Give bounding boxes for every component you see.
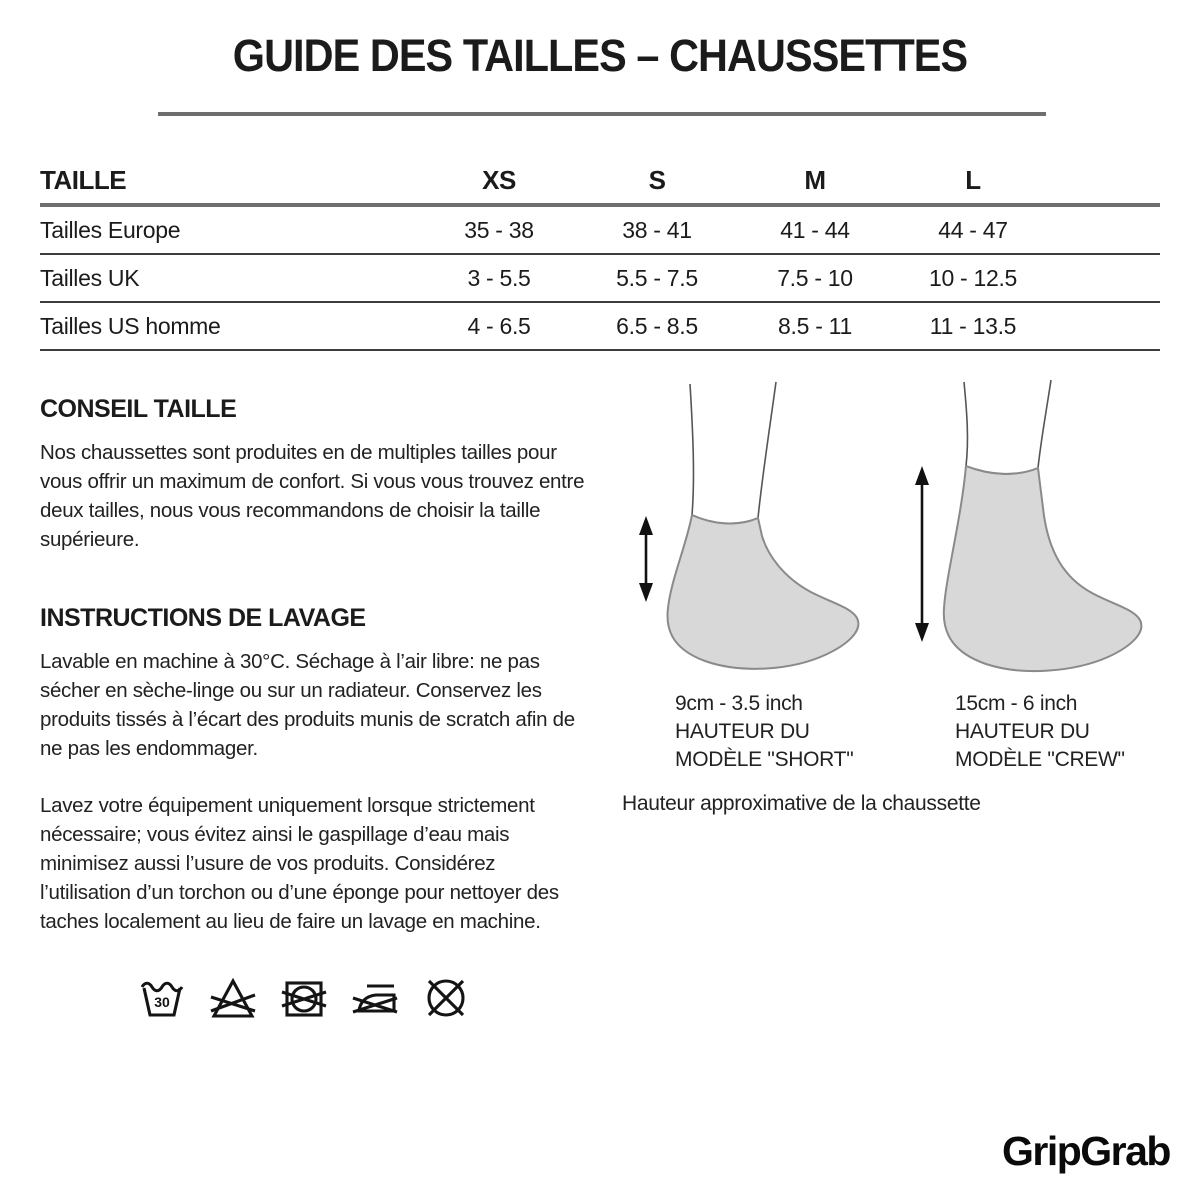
- cell-europe-l: 44 - 47: [938, 216, 1008, 243]
- crew-sock-label: [955, 690, 1125, 774]
- cell-europe-xs: 35 - 38: [464, 216, 534, 243]
- row-label: Tailles US homme: [40, 312, 221, 339]
- cell-us-m: 8.5 - 11: [778, 312, 852, 339]
- page-title: GUIDE DES TAILLES – CHAUSSETTES: [232, 30, 968, 81]
- crew-sock-height: 15cm - 6 inch: [955, 692, 1078, 715]
- conseil-taille-heading: CONSEIL TAILLE: [40, 395, 237, 423]
- title-divider: [158, 112, 1046, 116]
- short-sock-height: 9cm - 3.5 inch: [675, 692, 803, 715]
- gripgrab-logo: GripGrab: [1002, 1128, 1170, 1174]
- height-arrow-short: [639, 516, 653, 602]
- crew-sock-illustration: [888, 378, 1183, 695]
- size-table: [40, 157, 1160, 351]
- lavage-paragraph-2: Lavez votre équipement uniquement lorsque strictement nécessaire; vous évitez ainsi le gaspillage d’eau mais minimisez aussi l’usure de vos produits. Considérez l’utilisation d’un torchon ou d’une éponge pour nettoyer des taches localement au lieu de faire un lavage en machine.: [40, 794, 559, 933]
- cell-us-xs: 4 - 6.5: [467, 312, 531, 339]
- size-table-header-row: [40, 157, 1160, 207]
- cell-uk-s: 5.5 - 7.5: [616, 264, 698, 291]
- text-column: [40, 395, 600, 1022]
- table-row-europe: [40, 207, 1160, 255]
- table-row-uk: [40, 255, 1160, 303]
- care-symbols-row: [138, 974, 600, 1022]
- column-header-s: S: [648, 164, 666, 195]
- table-row-us: [40, 303, 1160, 351]
- do-not-dry-clean-icon: [422, 974, 470, 1022]
- svg-text:30: 30: [154, 994, 170, 1010]
- lavage-paragraph-1: Lavable en machine à 30°C. Séchage à l’air libre: ne pas sécher en sèche-linge ou sur un radiateur. Conservez les produits tissés à l’écart des produits munis de scratch afin de ne pas les endommager.: [40, 650, 575, 760]
- instructions-lavage-heading: INSTRUCTIONS DE LAVAGE: [40, 604, 366, 632]
- cell-us-l: 11 - 13.5: [929, 312, 1017, 339]
- cell-us-s: 6.5 - 8.5: [616, 312, 698, 339]
- short-sock-label: [675, 690, 853, 774]
- crew-sock-label-line3: MODÈLE "CREW": [955, 748, 1125, 771]
- column-header-l: L: [965, 164, 981, 195]
- row-label: Tailles Europe: [40, 216, 181, 243]
- cell-uk-m: 7.5 - 10: [777, 264, 853, 291]
- do-not-bleach-icon: [209, 974, 257, 1022]
- height-arrow-crew: [915, 466, 929, 642]
- column-header-xs: XS: [482, 164, 516, 195]
- short-sock-label-line2: HAUTEUR DU: [675, 720, 810, 743]
- crew-sock-label-line2: HAUTEUR DU: [955, 720, 1090, 743]
- short-sock-label-line3: MODÈLE "SHORT": [675, 748, 854, 771]
- diagram-caption: Hauteur approximative de la chaussette: [622, 792, 981, 815]
- cell-europe-m: 41 - 44: [780, 216, 850, 243]
- row-label: Tailles UK: [40, 264, 140, 291]
- short-sock-illustration: [612, 378, 897, 695]
- do-not-tumble-dry-icon: [280, 974, 328, 1022]
- column-header-taille: TAILLE: [40, 164, 127, 195]
- conseil-taille-paragraph: Nos chaussettes sont produites en de multiples tailles pour vous offrir un maximum de confort. Si vous vous trouvez entre deux tailles, nous vous recommandons de choisir la taille supérieure.: [40, 441, 585, 551]
- cell-europe-s: 38 - 41: [622, 216, 692, 243]
- column-header-m: M: [804, 164, 826, 195]
- do-not-iron-icon: [351, 974, 399, 1022]
- machine-wash-30-icon: [138, 974, 186, 1022]
- cell-uk-xs: 3 - 5.5: [467, 264, 531, 291]
- cell-uk-l: 10 - 12.5: [928, 264, 1018, 291]
